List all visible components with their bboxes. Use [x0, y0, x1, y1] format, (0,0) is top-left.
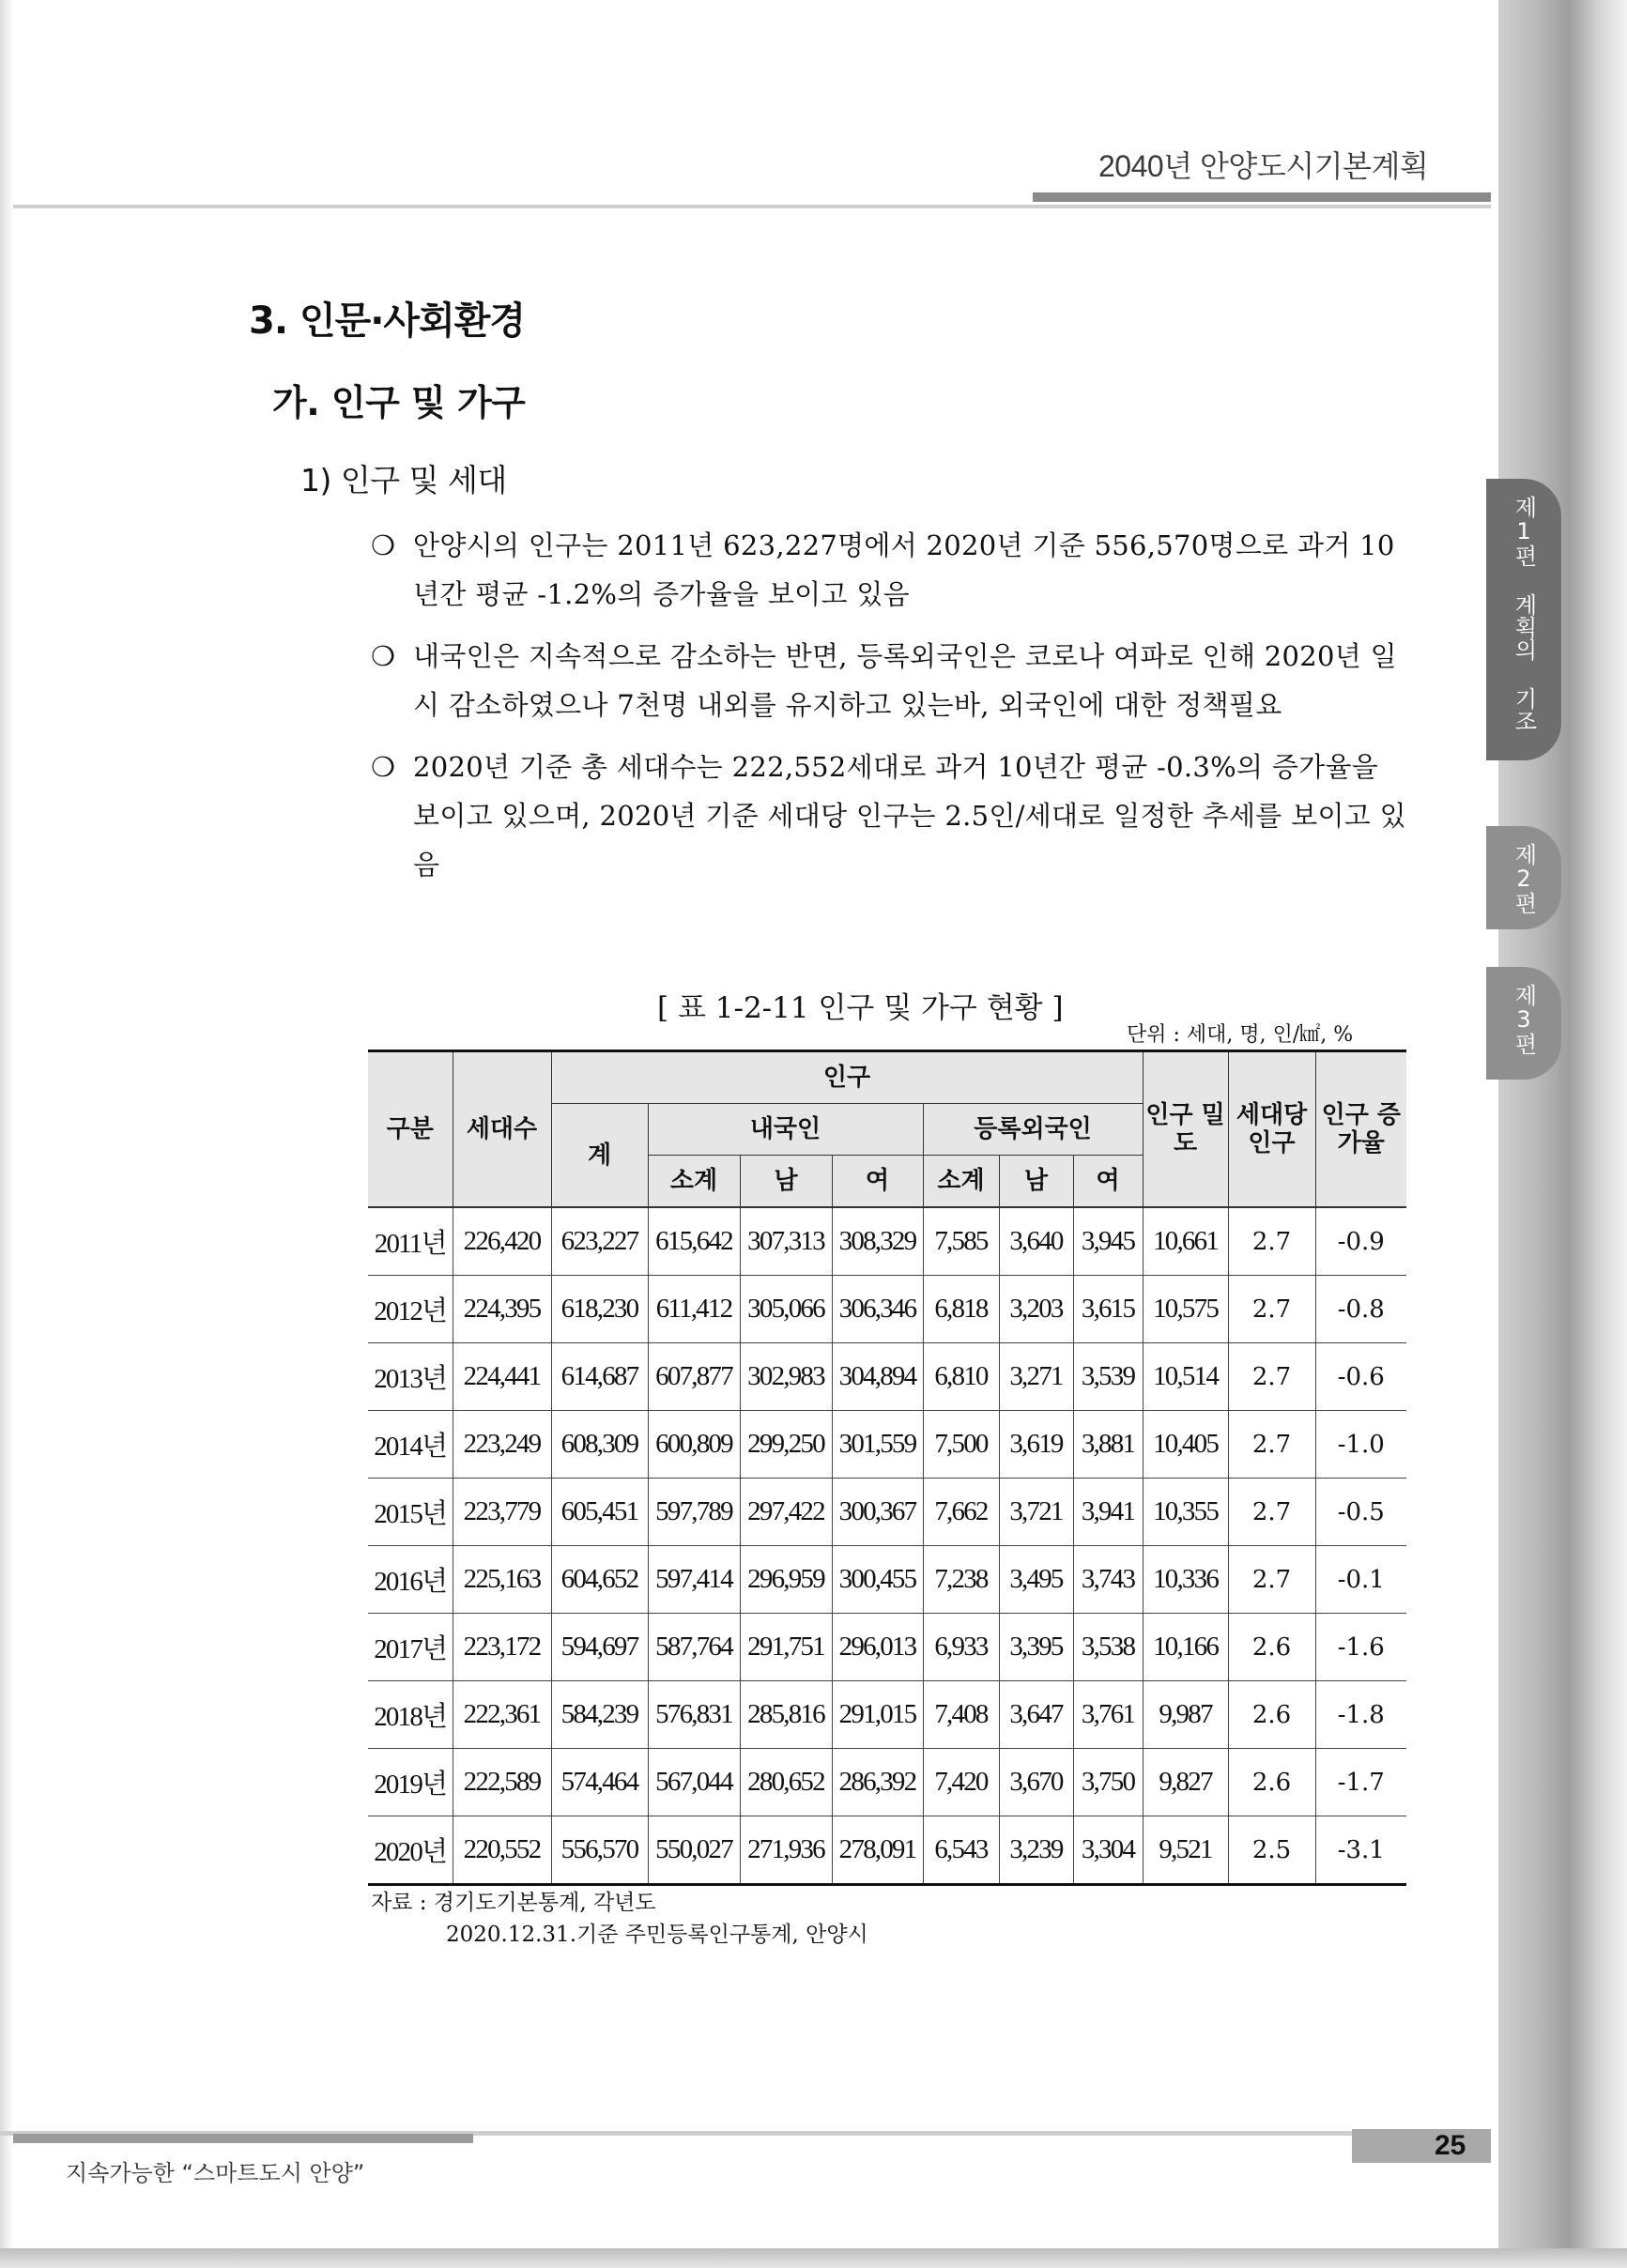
table-cell: 10,405	[1143, 1411, 1228, 1479]
table-cell: 223,249	[453, 1411, 551, 1479]
table-cell: 304,894	[832, 1343, 923, 1411]
page-left-edge	[0, 0, 13, 2248]
tab-part-3[interactable]: 제3편	[1486, 967, 1561, 1080]
header-per-household: 세대당 인구	[1228, 1051, 1315, 1208]
header-rule-light	[13, 205, 1491, 208]
table-cell: 3,304	[1073, 1816, 1143, 1885]
table-cell: 224,395	[453, 1276, 551, 1343]
table-cell: 2018년	[368, 1681, 453, 1749]
table-row	[368, 1816, 1406, 1885]
table-cell: 297,422	[740, 1479, 832, 1546]
table-cell: 2014년	[368, 1411, 453, 1479]
table-cell: 3,395	[999, 1614, 1073, 1681]
section-heading: 3. 인문·사회환경	[249, 299, 525, 343]
table-cell: -0.5	[1315, 1479, 1406, 1546]
table-cell: 7,408	[923, 1681, 999, 1749]
table-cell: 615,642	[648, 1207, 740, 1276]
table-cell: -0.8	[1315, 1276, 1406, 1343]
table-cell: 7,238	[923, 1546, 999, 1614]
running-header: 2040년 안양도시기본계획	[1098, 149, 1429, 183]
table-caption: [ 표 1-2-11 인구 및 가구 현황 ]	[657, 991, 1064, 1025]
table-cell: 291,015	[832, 1681, 923, 1749]
table-cell: 2020년	[368, 1816, 453, 1885]
table-cell: 226,420	[453, 1207, 551, 1276]
header-domestic: 내국인	[648, 1104, 923, 1156]
table-cell: 2.7	[1228, 1343, 1315, 1411]
table-cell: 2.7	[1228, 1411, 1315, 1479]
table-cell: 2015년	[368, 1479, 453, 1546]
tab-part-2[interactable]: 제2편	[1486, 826, 1561, 929]
table-row	[368, 1749, 1406, 1816]
table-cell: 3,941	[1073, 1479, 1143, 1546]
table-cell: 614,687	[551, 1343, 648, 1411]
page-number: 25	[1435, 2130, 1466, 2161]
table-cell: 3,538	[1073, 1614, 1143, 1681]
table-cell: -0.9	[1315, 1207, 1406, 1276]
table-cell: 3,721	[999, 1479, 1073, 1546]
table-cell: 3,881	[1073, 1411, 1143, 1479]
header-foreign-male: 남	[999, 1156, 1073, 1208]
table-cell: 6,810	[923, 1343, 999, 1411]
table-cell: 2012년	[368, 1276, 453, 1343]
table-cell: 3,619	[999, 1411, 1073, 1479]
table-cell: 306,346	[832, 1276, 923, 1343]
table-cell: 301,559	[832, 1411, 923, 1479]
bullet-text: 2020년 기준 총 세대수는 222,552세대로 과거 10년간 평균 -0.3%의 증가율을 보이고 있으며, 2020년 기준 세대당 인구는 2.5인/세대로 일정한 추세를 보이고 있음	[413, 751, 1406, 881]
header-density: 인구 밀도	[1143, 1051, 1228, 1208]
table-cell: 2.5	[1228, 1816, 1315, 1885]
header-total: 계	[551, 1104, 648, 1208]
header-population: 인구	[551, 1051, 1143, 1104]
table-cell: 584,239	[551, 1681, 648, 1749]
table-cell: 604,652	[551, 1546, 648, 1614]
table-row	[368, 1411, 1406, 1479]
table-cell: 222,589	[453, 1749, 551, 1816]
table-cell: 2019년	[368, 1749, 453, 1816]
footer-rule-dark	[13, 2134, 473, 2143]
table-cell: 302,983	[740, 1343, 832, 1411]
table-cell: 300,455	[832, 1546, 923, 1614]
table-cell: 9,521	[1143, 1816, 1228, 1885]
table-cell: 308,329	[832, 1207, 923, 1276]
table-body	[368, 1207, 1406, 1885]
bullet-item	[371, 521, 1413, 619]
population-table	[368, 1050, 1406, 1886]
table-cell: 7,420	[923, 1749, 999, 1816]
table-cell: -1.7	[1315, 1749, 1406, 1816]
table-cell: 3,945	[1073, 1207, 1143, 1276]
table-cell: 7,500	[923, 1411, 999, 1479]
table-cell: 305,066	[740, 1276, 832, 1343]
table-cell: 3,750	[1073, 1749, 1143, 1816]
table-cell: 222,361	[453, 1681, 551, 1749]
header-domestic-female: 여	[832, 1156, 923, 1208]
table-cell: 3,670	[999, 1749, 1073, 1816]
table-row	[368, 1614, 1406, 1681]
table-cell: 3,539	[1073, 1343, 1143, 1411]
sub-subsection-heading: 1) 인구 및 세대	[300, 462, 507, 498]
bullet-list	[371, 521, 1413, 902]
table-row	[368, 1546, 1406, 1614]
table-cell: 7,662	[923, 1479, 999, 1546]
table-cell: 7,585	[923, 1207, 999, 1276]
table-cell: 594,697	[551, 1614, 648, 1681]
bullet-item	[371, 632, 1413, 729]
table-cell: 567,044	[648, 1749, 740, 1816]
subsection-heading: 가. 인구 및 가구	[272, 382, 526, 423]
table-cell: 225,163	[453, 1546, 551, 1614]
table-cell: 2013년	[368, 1343, 453, 1411]
table-cell: 6,933	[923, 1614, 999, 1681]
table-cell: -1.8	[1315, 1681, 1406, 1749]
table-cell: 3,615	[1073, 1276, 1143, 1343]
table-cell: 587,764	[648, 1614, 740, 1681]
source-line-1: 자료 : 경기도기본통계, 각년도	[371, 1891, 656, 1915]
table-cell: 285,816	[740, 1681, 832, 1749]
table-cell: 10,355	[1143, 1479, 1228, 1546]
table-cell: 2.6	[1228, 1614, 1315, 1681]
source-line-2: 2020.12.31.기준 주민등록인구통계, 안양시	[446, 1923, 868, 1947]
table-cell: 611,412	[648, 1276, 740, 1343]
table-cell: 574,464	[551, 1749, 648, 1816]
table-cell: -1.0	[1315, 1411, 1406, 1479]
table-source	[371, 1887, 868, 1951]
table-cell: 608,309	[551, 1411, 648, 1479]
table-cell: 3,647	[999, 1681, 1073, 1749]
header-domestic-subtotal: 소계	[648, 1156, 740, 1208]
table-cell: -0.6	[1315, 1343, 1406, 1411]
table-cell: 223,172	[453, 1614, 551, 1681]
table-cell: 556,570	[551, 1816, 648, 1885]
table-cell: 278,091	[832, 1816, 923, 1885]
bullet-text: 안양시의 인구는 2011년 623,227명에서 2020년 기준 556,570명으로 과거 10년간 평균 -1.2%의 증가율을 보이고 있음	[413, 529, 1395, 610]
table-cell: 623,227	[551, 1207, 648, 1276]
table-cell: 10,514	[1143, 1343, 1228, 1411]
table-cell: 3,203	[999, 1276, 1073, 1343]
table-cell: 6,818	[923, 1276, 999, 1343]
table-cell: 2011년	[368, 1207, 453, 1276]
page-number-box	[1352, 2129, 1491, 2163]
header-rule-dark	[1033, 192, 1491, 202]
table-cell: 3,761	[1073, 1681, 1143, 1749]
table-cell: 3,640	[999, 1207, 1073, 1276]
table-cell: 10,336	[1143, 1546, 1228, 1614]
bullet-text: 내국인은 지속적으로 감소하는 반면, 등록외국인은 코로나 여파로 인해 2020년 일시 감소하였으나 7천명 내외를 유지하고 있는바, 외국인에 대한 정책필요	[413, 640, 1397, 721]
table-row	[368, 1276, 1406, 1343]
header-domestic-male: 남	[740, 1156, 832, 1208]
table-cell: 2.7	[1228, 1207, 1315, 1276]
table-cell: 291,751	[740, 1614, 832, 1681]
header-foreign-subtotal: 소계	[923, 1156, 999, 1208]
table-cell: 2.7	[1228, 1276, 1315, 1343]
table-cell: 296,959	[740, 1546, 832, 1614]
table-cell: 3,743	[1073, 1546, 1143, 1614]
table-cell: 10,575	[1143, 1276, 1228, 1343]
table-cell: 296,013	[832, 1614, 923, 1681]
table-cell: 600,809	[648, 1411, 740, 1479]
bullet-circle-icon: ❍	[371, 529, 396, 561]
table-row	[368, 1479, 1406, 1546]
header-households: 세대수	[453, 1051, 551, 1208]
table-cell: 280,652	[740, 1749, 832, 1816]
table-cell: 550,027	[648, 1816, 740, 1885]
table-row	[368, 1343, 1406, 1411]
table-cell: -3.1	[1315, 1816, 1406, 1885]
table-cell: 3,495	[999, 1546, 1073, 1614]
table-cell: 9,987	[1143, 1681, 1228, 1749]
table-cell: 2.7	[1228, 1479, 1315, 1546]
table-cell: 307,313	[740, 1207, 832, 1276]
table-cell: 597,789	[648, 1479, 740, 1546]
footer-tagline: 지속가능한 “스마트도시 안양”	[66, 2160, 365, 2186]
table-cell: 299,250	[740, 1411, 832, 1479]
header-growth: 인구 증가율	[1315, 1051, 1406, 1208]
table-cell: 3,239	[999, 1816, 1073, 1885]
bullet-item	[371, 743, 1413, 889]
table-cell: 286,392	[832, 1749, 923, 1816]
header-gubun: 구분	[368, 1051, 453, 1208]
table-cell: 10,166	[1143, 1614, 1228, 1681]
table-cell: 576,831	[648, 1681, 740, 1749]
table-cell: 3,271	[999, 1343, 1073, 1411]
table-cell: 224,441	[453, 1343, 551, 1411]
table-cell: -1.6	[1315, 1614, 1406, 1681]
table-cell: 10,661	[1143, 1207, 1228, 1276]
table-cell: 271,936	[740, 1816, 832, 1885]
table-cell: 220,552	[453, 1816, 551, 1885]
table-unit: 단위 : 세대, 명, 인/㎢, %	[1127, 1023, 1354, 1047]
table-cell: 2.7	[1228, 1546, 1315, 1614]
table-cell: 2017년	[368, 1614, 453, 1681]
table-cell: 607,877	[648, 1343, 740, 1411]
table-cell: 223,779	[453, 1479, 551, 1546]
table-cell: 605,451	[551, 1479, 648, 1546]
table-cell: -0.1	[1315, 1546, 1406, 1614]
table-cell: 618,230	[551, 1276, 648, 1343]
table-cell: 2.6	[1228, 1681, 1315, 1749]
table-cell: 9,827	[1143, 1749, 1228, 1816]
tab-part-1[interactable]: 제1편 계획의 기조	[1486, 479, 1561, 760]
table-row	[368, 1207, 1406, 1276]
table-cell: 300,367	[832, 1479, 923, 1546]
bullet-circle-icon: ❍	[371, 640, 396, 672]
page-right-edge	[1498, 0, 1627, 2268]
table-cell: 6,543	[923, 1816, 999, 1885]
table-row	[368, 1681, 1406, 1749]
header-foreign: 등록외국인	[923, 1104, 1143, 1156]
table-cell: 597,414	[648, 1546, 740, 1614]
bullet-circle-icon: ❍	[371, 751, 396, 783]
table-cell: 2.6	[1228, 1749, 1315, 1816]
table-cell: 2016년	[368, 1546, 453, 1614]
header-foreign-female: 여	[1073, 1156, 1143, 1208]
page-bottom-edge	[0, 2248, 1627, 2268]
